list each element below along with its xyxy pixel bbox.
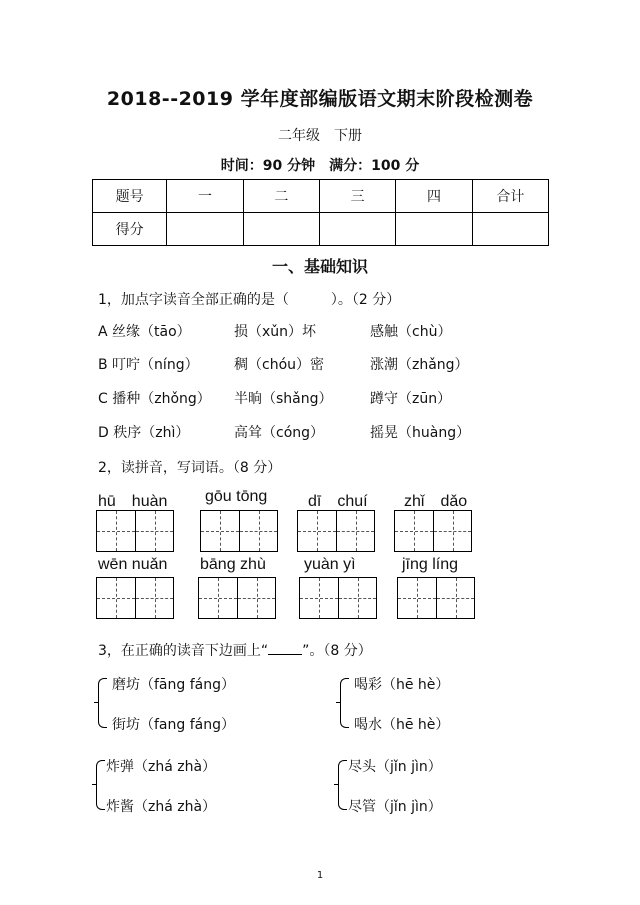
q1-option: 半晌（shǎng） bbox=[234, 391, 333, 407]
score-table-header-row bbox=[93, 180, 549, 213]
writing-grid[interactable] bbox=[200, 510, 278, 552]
q1-option: 稠（chóu）密 bbox=[234, 357, 325, 373]
score-header-cell: 四 bbox=[396, 180, 472, 213]
writing-grid[interactable] bbox=[96, 577, 174, 619]
q1-option: 蹲守（zūn） bbox=[370, 391, 452, 407]
q2-pinyin: hū huàn bbox=[98, 493, 168, 510]
time-score-info: 时间：90 分钟 满分：100 分 bbox=[220, 158, 420, 174]
q2-pinyin: bāng zhù bbox=[200, 556, 266, 573]
q2-pinyin: jīng líng bbox=[402, 556, 459, 573]
writing-grid[interactable] bbox=[198, 577, 276, 619]
q1-option: D 秩序（zhì） bbox=[98, 425, 190, 441]
score-cell[interactable] bbox=[243, 213, 319, 246]
q1-option: B 叮咛（níng） bbox=[98, 357, 199, 373]
q3-item[interactable]: 炸弹（zhá zhà） bbox=[106, 759, 217, 775]
grade-label: 二年级 下册 bbox=[278, 128, 362, 144]
writing-grid[interactable] bbox=[299, 577, 377, 619]
writing-grid[interactable] bbox=[394, 510, 472, 552]
score-row-label: 得分 bbox=[93, 213, 167, 246]
q2-pinyin: yuàn yì bbox=[304, 556, 356, 573]
writing-grid[interactable] bbox=[297, 510, 375, 552]
score-header-cell: 一 bbox=[167, 180, 243, 213]
brace-bracket bbox=[96, 760, 105, 810]
q3-item[interactable]: 喝水（hē hè） bbox=[354, 717, 450, 733]
q3-item[interactable]: 尽管（jǐn jìn） bbox=[348, 799, 442, 815]
q3-item[interactable]: 炸酱（zhá zhà） bbox=[106, 799, 217, 815]
score-header-cell: 二 bbox=[243, 180, 319, 213]
q1-option: C 播种（zhǒng） bbox=[98, 391, 211, 407]
section-title: 一、基础知识 bbox=[271, 257, 368, 276]
score-cell[interactable] bbox=[167, 213, 243, 246]
score-header-cell: 合计 bbox=[472, 180, 548, 213]
q1-option: 损（xǔn）坏 bbox=[234, 324, 317, 340]
page-number: 1 bbox=[316, 870, 324, 881]
brace-bracket bbox=[340, 678, 349, 728]
score-header-cell: 题号 bbox=[93, 180, 167, 213]
score-table bbox=[92, 179, 549, 246]
writing-grid[interactable] bbox=[96, 510, 174, 552]
q2-prompt: 2，读拼音，写词语。（8 分） bbox=[98, 460, 282, 476]
score-cell[interactable] bbox=[320, 213, 396, 246]
q3-item[interactable]: 喝彩（hē hè） bbox=[354, 677, 450, 693]
q3-item[interactable]: 尽头（jǐn jìn） bbox=[348, 759, 442, 775]
q2-pinyin: wēn nuǎn bbox=[98, 556, 168, 573]
score-cell[interactable] bbox=[472, 213, 548, 246]
q1-option: 涨潮（zhǎng） bbox=[370, 357, 469, 373]
q1-prompt: 1，加点字读音全部正确的是（ ）。（2 分） bbox=[98, 292, 401, 308]
page-title: 2018--2019 学年度部编版语文期末阶段检测卷 bbox=[106, 88, 534, 110]
writing-grid[interactable] bbox=[397, 577, 475, 619]
q3-item[interactable]: 磨坊（fāng fáng） bbox=[112, 677, 235, 693]
q1-option: 高耸（cóng） bbox=[234, 425, 325, 441]
q1-option: 摇晃（huàng） bbox=[370, 425, 471, 441]
q3-prompt-text: ”。（8 分） bbox=[302, 643, 372, 659]
brace-bracket bbox=[98, 678, 107, 728]
score-header-cell: 三 bbox=[320, 180, 396, 213]
q3-prompt-text: 3，在正确的读音下边画上“ bbox=[98, 643, 269, 659]
q2-pinyin: gōu tōng bbox=[205, 488, 268, 505]
q1-option: 感触（chù） bbox=[370, 324, 452, 340]
q2-pinyin: dī chuí bbox=[308, 493, 368, 510]
q3-item[interactable]: 街坊（fang fáng） bbox=[112, 717, 235, 733]
q1-option: A 丝缘（tāo） bbox=[98, 324, 191, 340]
score-cell[interactable] bbox=[396, 213, 472, 246]
brace-bracket bbox=[338, 760, 347, 810]
q2-pinyin: zhǐ dǎo bbox=[404, 493, 468, 510]
q3-prompt bbox=[98, 640, 372, 660]
underline-mark bbox=[268, 642, 302, 655]
score-table-score-row bbox=[93, 213, 549, 246]
